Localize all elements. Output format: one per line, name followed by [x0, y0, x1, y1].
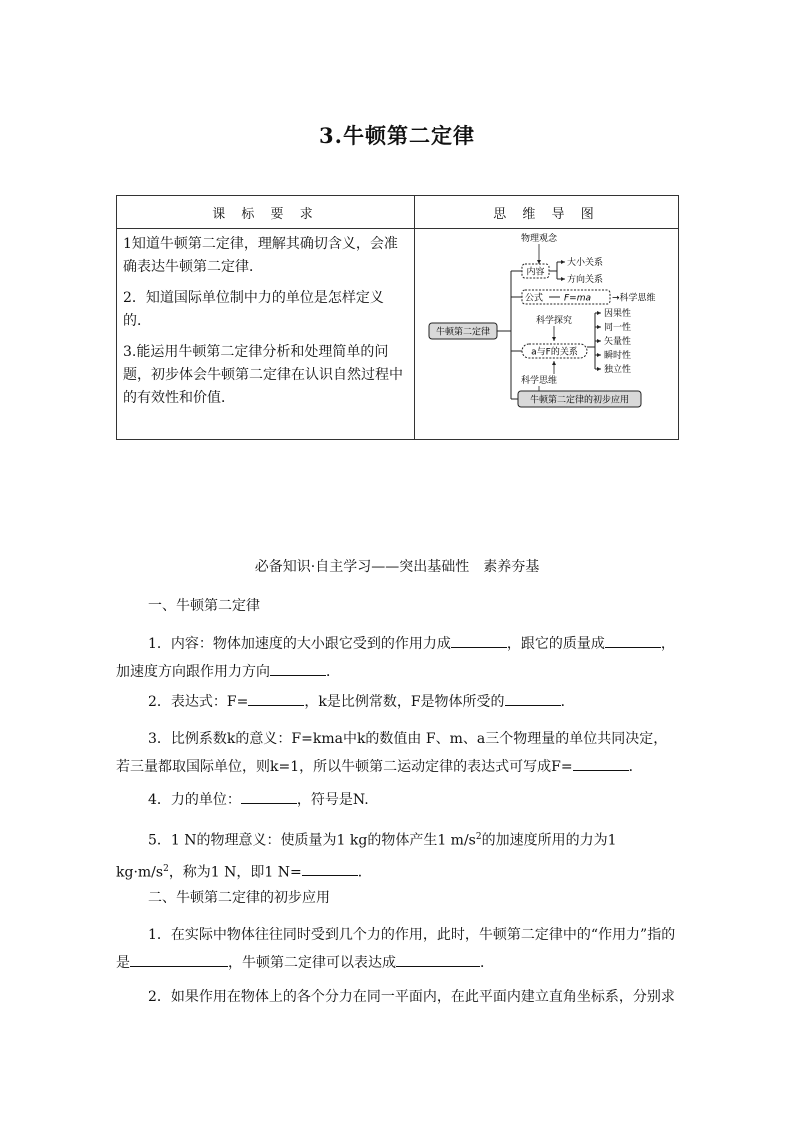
blank-9[interactable] — [130, 952, 228, 967]
mindmap-vector: 矢量性 — [604, 337, 632, 347]
p2-text-b: ，k是比例常数，F是物体所受的 — [304, 694, 505, 710]
mindmap-sci-thinking-1: →科学思维 — [612, 293, 656, 304]
q1-text-c: ． — [480, 955, 494, 971]
p2-text-c: ． — [560, 694, 575, 710]
mindmap-identity: 同一性 — [604, 323, 632, 333]
mindmap-application: 牛顿第二定律的初步应用 — [529, 395, 630, 406]
para-2 — [116, 688, 679, 716]
part2-title: 二、牛顿第二定律的初步应用 — [148, 890, 330, 906]
blank-6[interactable] — [573, 756, 629, 771]
part2 — [116, 884, 679, 912]
mindmap-formula: 公式 — [525, 293, 544, 304]
mindmap-cell — [415, 229, 679, 440]
question-1 — [116, 921, 679, 977]
blank-1[interactable] — [451, 633, 507, 648]
mindmap-independence: 独立性 — [604, 365, 632, 375]
requirements-cell — [117, 229, 415, 440]
mindmap-content: 内容 — [526, 267, 545, 278]
blank-10[interactable] — [396, 952, 480, 967]
para-4 — [116, 786, 679, 814]
p1-text-a: 1．内容：物体加速度的大小跟它受到的作用力成 — [148, 636, 451, 652]
mindmap-sci-inquiry: 科学探究 — [535, 316, 573, 326]
blank-5[interactable] — [505, 691, 561, 706]
q2-text: 2．如果作用在物体上的各个分力在同一平面内，在此平面内建立直角坐标系，分别求 — [148, 989, 675, 1005]
blank-2[interactable] — [605, 633, 661, 648]
mindmap-instantaneous: 瞬时性 — [604, 351, 632, 361]
p2-text-a: 2．表达式：F= — [148, 694, 249, 710]
q1-text-b: ，牛顿第二定律可以表达成 — [228, 955, 396, 971]
mindmap-relation: a与F的关系 — [531, 347, 578, 358]
p3-text-b: ． — [628, 759, 643, 775]
blank-7[interactable] — [241, 789, 297, 804]
p3-text-a: 3．比例系数k的意义：F=kma中k的数值由 F、m、a三个物理量的单位共同决定，若三量都取国际单位，则k=1，所以牛顿第二运动定律的表达式可写成F= — [116, 731, 668, 775]
page-title: 3.牛顿第二定律 — [319, 123, 475, 148]
mindmap-direction: 方向关系 — [567, 275, 604, 285]
part1 — [116, 592, 679, 620]
mindmap-root: 牛顿第二定律 — [435, 327, 491, 338]
mindmap-sci-thinking-2: 科学思维 — [520, 376, 558, 386]
para-1 — [116, 630, 679, 686]
para-5 — [116, 823, 679, 886]
mindmap-diagram — [415, 229, 677, 439]
outline-table — [116, 195, 679, 440]
requirement-1: 1知道牛顿第二定律，理解其确切含义，会准确表达牛顿第二定律． — [123, 236, 398, 275]
p5-text-a: 5．1 N的物理意义：使质量为1 kg的物体产生1 m/s — [148, 832, 476, 849]
p5-sup-1: 2 — [475, 832, 482, 842]
mindmap-formula-expr: F=ma — [564, 293, 591, 304]
p1-text-b: ，跟它的质量成 — [506, 636, 605, 652]
p1-text-d: ． — [326, 664, 340, 680]
requirement-3: 3.能运用牛顿第二定律分析和处理简单的问题，初步体会牛顿第二定律在认识自然过程中的有效性和价值． — [123, 344, 403, 406]
para-3 — [116, 725, 679, 781]
q1-text-a: 1．在实际中物体往往同时受到几个力的作用，此时，牛顿第二定律中的“作用力”指的是 — [116, 927, 676, 971]
mindmap-physics-concept: 物理观念 — [520, 234, 558, 244]
p4-text-a: 4．力的单位： — [148, 792, 241, 808]
p5-text-b: 的加速度所用的力为1 kg·m/s — [116, 832, 617, 881]
blank-4[interactable] — [248, 691, 304, 706]
section-heading: 必备知识·自主学习——突出基础性 素养夯基 — [254, 559, 540, 575]
requirements-header: 课 标 要 求 — [117, 196, 415, 229]
part1-title: 一、牛顿第二定律 — [148, 598, 260, 614]
blank-8[interactable] — [302, 861, 358, 876]
p5-text-c: ，称为1 N，即1 N= — [168, 864, 302, 881]
mindmap-header: 思 维 导 图 — [415, 196, 679, 229]
p4-text-b: ，符号是N. — [296, 792, 369, 808]
blank-3[interactable] — [270, 661, 326, 676]
p5-sup-2: 2 — [163, 863, 169, 874]
p1-text-c: ，加速度方向跟作用力方向 — [116, 636, 675, 680]
p5-text-d: ． — [357, 864, 372, 881]
mindmap-magnitude: 大小关系 — [567, 258, 604, 268]
requirement-2: 2．知道国际单位制中力的单位是怎样定义的． — [123, 290, 384, 329]
question-2 — [116, 983, 679, 1011]
mindmap-causality: 因果性 — [604, 309, 632, 319]
